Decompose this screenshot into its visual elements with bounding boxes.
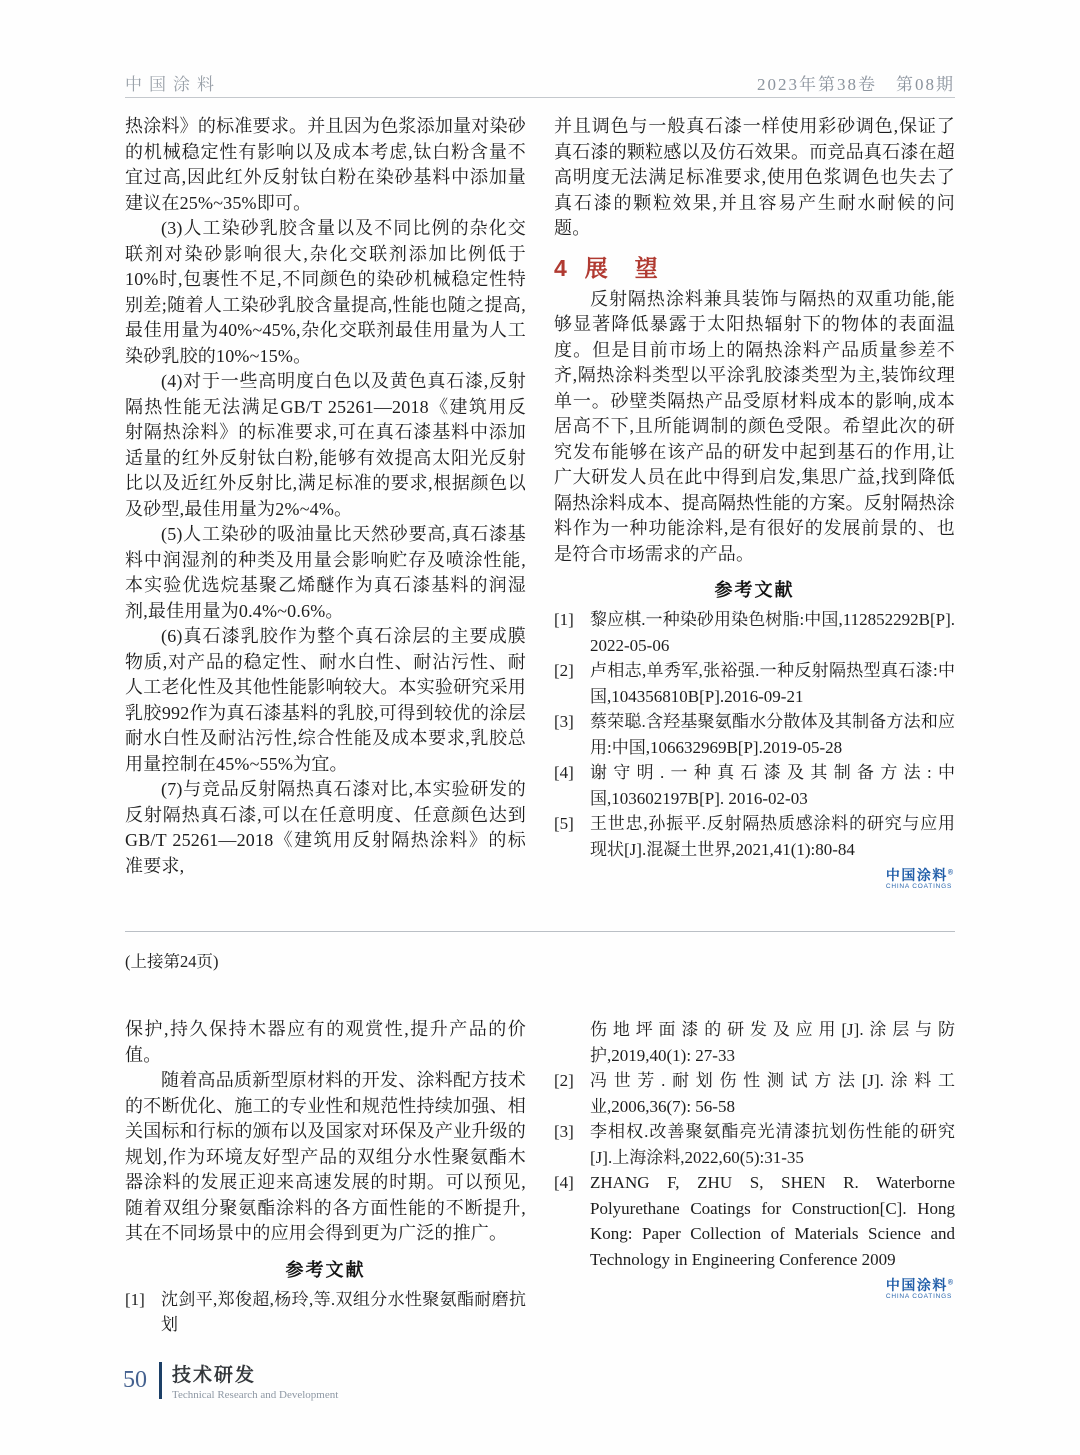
outlook-paragraph: 反射隔热涂料兼具装饰与隔热的双重功能,能够显著降低暴露于太阳热辐射下的物体的表面温度。但是目前市场上的隔热涂料产品质量参差不齐,隔热涂料类型以平涂乳胶漆类型为主,装饰纹理单一。砂壁类隔热产品受原材料成本的影响,成本居高不下,且所能调制的颜色受限。希望此次的研究发布能够在该产品的研发中起到基石的作用,让广大研发人员在此中得到启发,集思广益,找到降低隔热涂料成本、提高隔热性能的方案。反射隔热涂料作为一种功能涂料,是有很好的发展前景的、也是符合市场需求的产品。 <box>554 288 955 564</box>
reference-item <box>554 1068 955 1119</box>
reference-item-continuation <box>554 1017 955 1068</box>
page-header <box>125 70 955 95</box>
references-list <box>125 1287 526 1338</box>
footer-section-block <box>172 1360 338 1401</box>
references-list <box>554 607 955 862</box>
reference-label: [3] <box>554 1122 574 1141</box>
reference-text: 冯世芳.耐划伤性测试方法[J].涂料工业,2006,36(7): 56-58 <box>590 1071 955 1116</box>
journal-name: 中国涂料 <box>125 75 221 94</box>
paragraph-item-5: (5)人工染砂的吸油量比天然砂要高,真石漆基料中润湿剂的种类及用量会影响贮存及喷涂性能,本实验优选烷基聚乙烯醚作为真石漆基料的润湿剂,最佳用量为0.4%~0.6%。 <box>125 524 526 621</box>
page-footer <box>123 1360 338 1401</box>
reference-item <box>554 709 955 760</box>
page-number: 50 <box>123 1367 147 1393</box>
article-conclusion-section <box>125 114 955 891</box>
reference-item <box>554 1170 955 1272</box>
reference-item <box>125 1287 526 1338</box>
reference-text: 蔡荣聪.含羟基聚氨酯水分散体及其制备方法和应用:中国,106632969B[P].2019-05-28 <box>590 712 955 757</box>
reference-text: 卢相志,单秀军,张裕强.一种反射隔热型真石漆:中国,104356810B[P].2016-09-21 <box>590 661 955 706</box>
reference-item <box>554 1119 955 1170</box>
header-rule <box>125 97 955 98</box>
reference-label: [4] <box>554 763 574 782</box>
reference-item <box>554 607 955 658</box>
reference-label: [4] <box>554 1173 574 1192</box>
reference-text: ZHANG F, ZHU S, SHEN R. Waterborne Polyurethane Coatings for Construction[C]. Hong Kong: Paper Collection of Materials Science and Technology in Engineering Conference 2009 <box>590 1173 955 1269</box>
reference-item <box>554 760 955 811</box>
reference-item <box>554 811 955 862</box>
article-divider-rule <box>125 931 955 932</box>
issue-info: 2023年第38卷 第08期 <box>757 75 955 94</box>
footer-section-subtitle: Technical Research and Development <box>172 1389 339 1401</box>
registered-mark-icon: ® <box>947 1279 953 1287</box>
reference-item <box>554 658 955 709</box>
reference-label: [2] <box>554 661 574 680</box>
china-coatings-logo <box>886 1278 953 1301</box>
paragraph-item-4: (4)对于一些高明度白色以及黄色真石漆,反射隔热性能无法满足GB/T 25261—2018《建筑用反射隔热涂料》的标准要求,可在真石漆基料中添加适量的红外反射钛白粉,能够有效提高太阳光反射比以及近红外反射比,满足标准的要求,根据颜色以及砂型,最佳用量为2%~4%。 <box>125 371 526 519</box>
logo-name: 中国涂料 <box>885 867 948 883</box>
section-heading-outlook <box>554 250 955 283</box>
reference-text: 伤地坪面漆的研发及应用[J].涂层与防护,2019,40(1): 27-33 <box>590 1020 955 1065</box>
logo-subtitle: CHINA COATINGS <box>885 883 953 890</box>
paragraph-continuation: 热涂料》的标准要求。并且因为色浆添加量对染砂的机械稳定性有影响以及成本考虑,钛白粉含量不宜过高,因此红外反射钛白粉在染砂基料中添加量建议在25%~35%即可。 <box>125 116 526 213</box>
paragraph-continuation: 并且调色与一般真石漆一样使用彩砂调色,保证了真石漆的颗粒感以及仿石效果。而竞品真石漆在超高明度无法满足标准要求,使用色浆调色也失去了真石漆的颗粒效果,并且容易产生耐水耐候的问题。 <box>554 116 955 238</box>
reference-label: [1] <box>554 610 574 629</box>
reference-text: 谢守明.一种真石漆及其制备方法:中国,103602197B[P]. 2016-02-03 <box>590 763 955 808</box>
article1-right-column <box>554 114 955 891</box>
logo-wordmark <box>886 1278 953 1292</box>
paragraph-continuation: 保护,持久保持木器应有的观赏性,提升产品的价值。 <box>125 1019 526 1065</box>
reference-text: 李相权.改善聚氨酯亮光清漆抗划伤性能的研究[J].上海涂料,2022,60(5):31-35 <box>590 1122 955 1167</box>
references-title: 参考文献 <box>285 1259 366 1280</box>
reference-text: 黎应棋.一种染砂用染色树脂:中国,112852292B[P]. 2022-05-06 <box>590 610 955 655</box>
paragraph-outlook: 随着高品质新型原材料的开发、涂料配方技术的不断优化、施工的专业性和规范性持续加强、相关国标和行标的颁布以及国家对环保及产业升级的规划,作为环境友好型产品的双组分水性聚氨酯木器涂料的发展正迎来高速发展的时期。可以预见,随着双组分聚氨酯涂料的各方面性能的不断提升,其在不同场景中的应用会得到更为广泛的推广。 <box>125 1070 526 1243</box>
footer-accent-bar <box>159 1362 162 1399</box>
china-coatings-logo <box>886 868 953 891</box>
references-list <box>554 1017 955 1272</box>
article2-left-column <box>125 1017 526 1338</box>
reference-text: 王世忠,孙振平.反射隔热质感涂料的研究与应用现状[J].混凝土世界,2021,41(1):80-84 <box>590 814 955 859</box>
section-title: 展 望 <box>584 254 660 281</box>
logo-wordmark <box>886 868 953 882</box>
paragraph-item-6: (6)真石漆乳胶作为整个真石涂层的主要成膜物质,对产品的稳定性、耐水白性、耐沾污性、耐人工老化性及其他性能影响较大。本实验研究采用乳胶992作为真石漆基料的乳胶,可得到较优的涂层耐水白性及耐沾污性,综合性能及成本要求,乳胶总用量控制在45%~55%为宜。 <box>125 626 526 774</box>
article1-left-column <box>125 114 526 891</box>
references-title: 参考文献 <box>714 580 795 600</box>
logo-name: 中国涂料 <box>885 1277 948 1293</box>
reference-label: [3] <box>554 712 574 731</box>
article2-right-column <box>554 1017 955 1338</box>
article-continued-section <box>125 1017 955 1338</box>
paragraph-item-3: (3)人工染砂乳胶含量以及不同比例的杂化交联剂对染砂影响很大,杂化交联剂添加比例低于10%时,包裹性不足,不同颜色的染砂机械稳定性特别差;随着人工染砂乳胶含量提高,性能也随之提高,最佳用量为40%~45%,杂化交联剂最佳用量为人工染砂乳胶的10%~15%。 <box>125 218 526 366</box>
paragraph-item-7: (7)与竞品反射隔热真石漆对比,本实验研发的反射隔热真石漆,可以在任意明度、任意颜色达到GB/T 25261—2018《建筑用反射隔热涂料》的标准要求, <box>125 779 526 876</box>
registered-mark-icon: ® <box>947 869 953 877</box>
reference-label: [2] <box>554 1071 574 1090</box>
continued-from-note: (上接第24页) <box>125 952 219 971</box>
section-number: 4 <box>554 254 569 281</box>
footer-section-title: 技术研发 <box>172 1365 257 1386</box>
reference-text: 沈剑平,郑俊超,杨玲,等.双组分水性聚氨酯耐磨抗划 <box>161 1289 526 1334</box>
reference-label: [5] <box>554 814 574 833</box>
reference-label: [1] <box>125 1289 145 1309</box>
logo-subtitle: CHINA COATINGS <box>885 1293 953 1300</box>
